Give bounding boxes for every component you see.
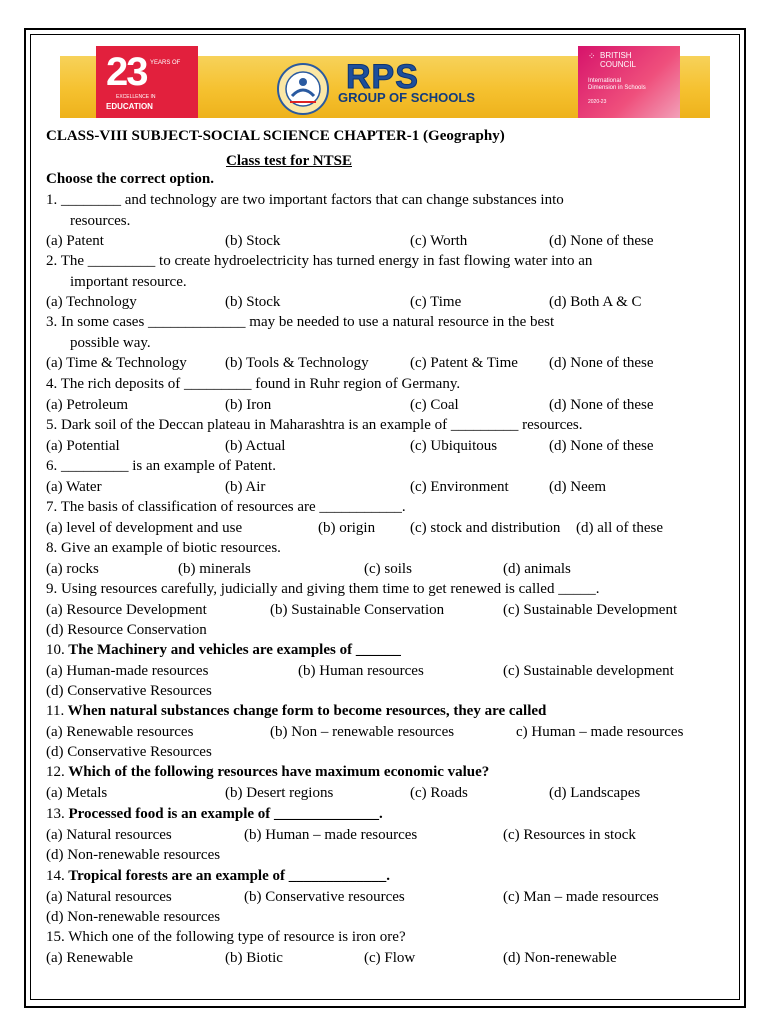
answer-option: (b) Biotic [225,949,283,966]
question-prompt: Which of the following resources have maximum economic value? [64,764,490,780]
british-council-logo [578,46,680,118]
answer-option: (d) animals [503,560,571,577]
question-prompt: Processed food is an example of ______________. [64,806,383,822]
answer-option: (a) Potential [46,437,120,454]
instructions: Choose the correct option. [46,171,215,187]
question-text [46,866,390,886]
answer-option: (d) Neem [549,478,607,495]
question-text [46,762,489,782]
answer-option: (b) Air [225,478,266,495]
answer-option: (c) Worth [410,233,468,249]
question-prompt: 5. Dark soil of the Deccan plateau in Maharashtra is an example of _________ resources. [46,417,583,433]
question-text [46,701,546,721]
answer-option: (d) Conservative Resources [46,683,212,699]
logo-years-label: YEARS OF [150,60,181,66]
answer-option: (c) Roads [410,784,468,801]
answer-option: (a) rocks [46,560,99,577]
answer-option: (d) Non-renewable [503,949,617,966]
answer-option: (c) Man – made resources [503,888,659,905]
answer-option: (c) Sustainable Development [503,601,678,618]
question-prompt: 4. The rich deposits of _________ found in Ruhr region of Germany. [46,376,461,392]
answer-option: (c) Environment [410,478,509,495]
answer-option: (a) Renewable [46,949,134,966]
answer-option: (b) Non – renewable resources [270,723,455,740]
answer-option: (b) Desert regions [225,784,334,801]
answer-option: (c) Coal [410,396,459,413]
question-prompt: 15. Which one of the following type of resource is iron ore? [46,929,406,945]
answer-option: (a) Patent [46,233,104,249]
years-of-excellence-logo [96,46,198,118]
question-text [46,312,554,332]
answer-option: (c) Flow [364,949,416,966]
answer-option: (a) Natural resources [46,888,172,905]
answer-option: (b) Conservative resources [244,888,405,905]
answer-option: (a) Petroleum [46,396,129,413]
page-subtitle: Class test for NTSE [226,153,352,169]
award-years: 2020-23 [588,99,607,105]
question-number: 14. [46,868,65,884]
question-text [46,374,460,394]
answer-option: (d) Resource Conservation [46,622,207,638]
school-name: RPS [346,58,419,96]
answer-option: (b) Stock [225,294,281,310]
answer-option: (a) Metals [46,784,108,801]
answer-option: (a) Resource Development [46,601,207,618]
question-text [46,640,401,660]
question-prompt: 1. ________ and technology are two important factors that can change substances into [46,192,564,208]
answer-option: (d) None of these [549,355,654,371]
logo-excellence-label: EXCELLENCE IN [116,94,156,100]
question-number: 11. [46,703,65,719]
question-text [46,456,276,476]
answer-option: (d) Non-renewable resources [46,909,221,925]
answer-option: (a) level of development and use [46,519,243,536]
answer-option: (c) Resources in stock [503,826,636,843]
logo-years-number: 23 [106,50,147,94]
question-prompt: 6. _________ is an example of Patent. [46,458,276,474]
answer-option: (b) minerals [178,560,251,577]
answer-option: (d) None of these [549,396,654,413]
answer-option: (d) Non-renewable resources [46,847,221,863]
question-number: 12. [46,764,65,780]
answer-option: (b) Human resources [298,662,424,679]
answer-option: (c) Ubiquitous [410,437,498,454]
answer-option: c) Human – made resources [516,723,684,740]
answer-option: (d) Both A & C [549,294,642,310]
answer-option: (d) None of these [549,437,654,454]
answer-option: (c) Patent & Time [410,355,518,371]
answer-option: (d) Landscapes [549,784,641,801]
question-text [46,251,592,271]
answer-option: (b) origin [318,519,376,536]
question-text [46,497,406,517]
answer-option: (b) Stock [225,233,281,249]
question-prompt: 3. In some cases _____________ may be needed to use a natural resource in the best [46,314,555,330]
question-prompt: Tropical forests are an example of _____________. [64,868,391,884]
answer-option: (a) Natural resources [46,826,172,843]
answer-option: (a) Human-made resources [46,662,209,679]
question-text-continued: important resource. [70,273,187,290]
answer-option: (b) Actual [225,437,286,454]
question-text [46,415,582,435]
question-text-continued: possible way. [70,334,151,351]
question-number: 10. [46,642,65,658]
answer-option: (d) all of these [576,519,664,536]
question-text [46,804,383,824]
school-emblem-icon [270,62,336,118]
answer-option: (b) Tools & Technology [225,355,369,371]
question-prompt: When natural substances change form to become resources, they are called [64,703,547,719]
question-prompt: 8. Give an example of biotic resources. [46,540,281,556]
answer-option: (a) Renewable resources [46,723,194,740]
british-council-label: BRITISH COUNCIL [600,51,637,69]
question-prompt: The Machinery and vehicles are examples of ______ [64,642,401,658]
answer-option: (a) Water [46,478,102,495]
question-prompt: 2. The _________ to create hydroelectricity has turned energy in fast flowing water into an [46,253,593,269]
page-title: CLASS-VIII SUBJECT-SOCIAL SCIENCE CHAPTER-1 (Geography) [46,128,505,144]
answer-option: (c) stock and distribution [410,519,561,536]
answer-option: (d) None of these [549,233,654,249]
answer-option: (b) Iron [225,396,272,413]
answer-option: (a) Time & Technology [46,355,187,371]
answer-option: (c) Sustainable development [503,662,674,679]
international-dimension-label: International Dimension in Schools [588,78,646,91]
answer-option: (c) Time [410,294,462,310]
answer-option: (b) Human – made resources [244,826,418,843]
question-prompt: 7. The basis of classification of resources are ___________. [46,499,406,515]
answer-option: (a) Technology [46,294,137,310]
question-text-continued: resources. [70,212,131,229]
answer-option: (b) Sustainable Conservation [270,601,445,618]
question-text [46,927,406,947]
question-text [46,538,281,558]
question-prompt: 9. Using resources carefully, judicially and giving them time to get renewed is called _____. [46,581,600,597]
answer-option: (d) Conservative Resources [46,744,212,760]
british-council-dots-icon: ⁘ [588,51,597,61]
school-subtitle: GROUP OF SCHOOLS [338,90,475,105]
question-number: 13. [46,806,65,822]
answer-option: (c) soils [364,560,412,577]
logo-education-label: EDUCATION [106,102,153,111]
question-text [46,190,564,210]
question-text [46,579,599,599]
